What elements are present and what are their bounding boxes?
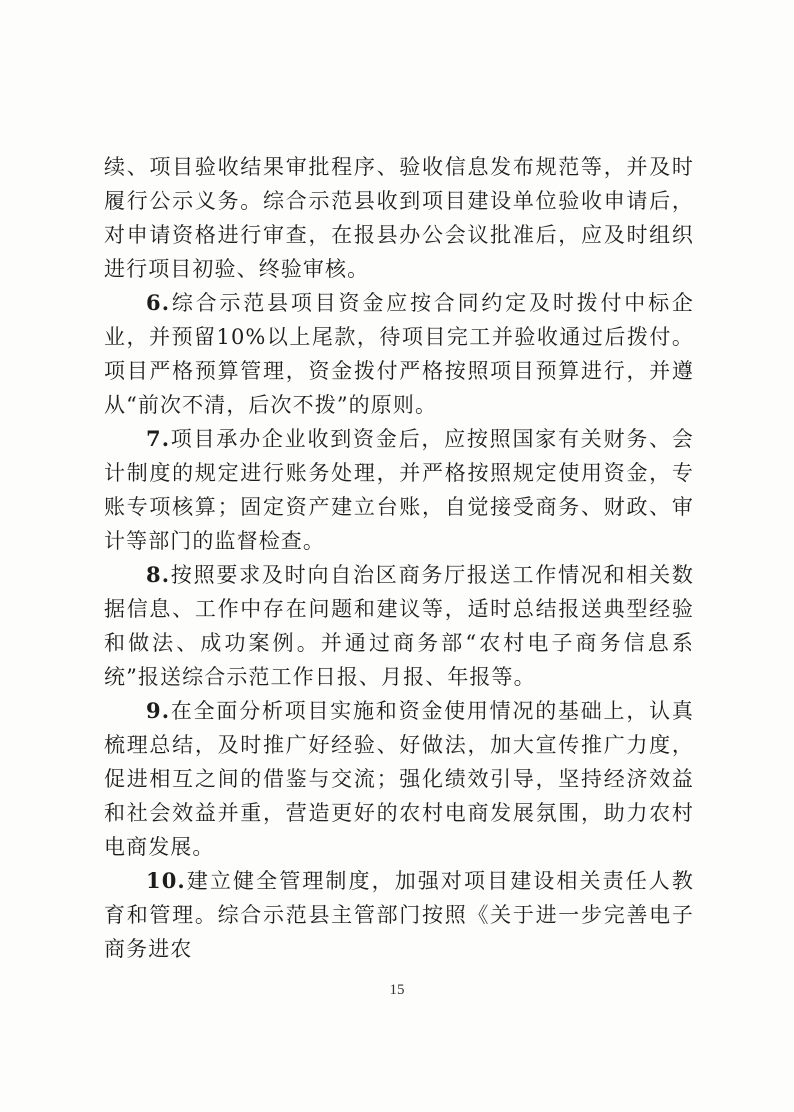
- paragraph-number: 8.: [146, 562, 171, 587]
- paragraph-number: 6.: [146, 290, 171, 315]
- paragraph-item-9: [104, 694, 694, 864]
- page-number: 15: [389, 982, 405, 998]
- paragraph-item-10: [104, 864, 694, 966]
- paragraph-text: 续、项目验收结果审批程序、验收信息发布规范等，并及时履行公示义务。综合示范县收到项目建设单位验收申请后，对申请资格进行审查，在报县办公会议批准后，应及时组织进行项目初验、终验审核。: [104, 155, 694, 281]
- paragraph-number: 10.: [146, 868, 186, 893]
- paragraph-text: 建立健全管理制度，加强对项目建设相关责任人教育和管理。综合示范县主管部门按照《关于进一步完善电子商务进农: [104, 869, 694, 961]
- paragraph-item-8: [104, 558, 694, 694]
- paragraph-item-6: [104, 286, 694, 422]
- paragraph-text: 项目承办企业收到资金后，应按照国家有关财务、会计制度的规定进行账务处理，并严格按照规定使用资金，专账专项核算；固定资产建立台账，自觉接受商务、财政、审计等部门的监督检查。: [104, 427, 694, 553]
- paragraph-text: 按照要求及时向自治区商务厅报送工作情况和相关数据信息、工作中存在问题和建议等，适时总结报送典型经验和做法、成功案例。并通过商务部“农村电子商务信息系统”报送综合示范工作日报、月报、年报等。: [104, 563, 694, 689]
- paragraph-item-7: [104, 422, 694, 558]
- paragraph-number: 9.: [146, 698, 171, 723]
- paragraph-number: 7.: [146, 426, 171, 451]
- paragraph-text: 综合示范县项目资金应按合同约定及时拨付中标企业，并预留10%以上尾款，待项目完工并验收通过后拨付。项目严格预算管理，资金拨付严格按照项目预算进行，并遵从“前次不清，后次不拨”的原则。: [104, 291, 694, 417]
- document-body: [104, 150, 694, 966]
- paragraph-continuation: [104, 150, 694, 286]
- paragraph-text: 在全面分析项目实施和资金使用情况的基础上，认真梳理总结，及时推广好经验、好做法，加大宣传推广力度，促进相互之间的借鉴与交流；强化绩效引导，坚持经济效益和社会效益并重，营造更好的农村电商发展氛围，助力农村电商发展。: [104, 699, 694, 859]
